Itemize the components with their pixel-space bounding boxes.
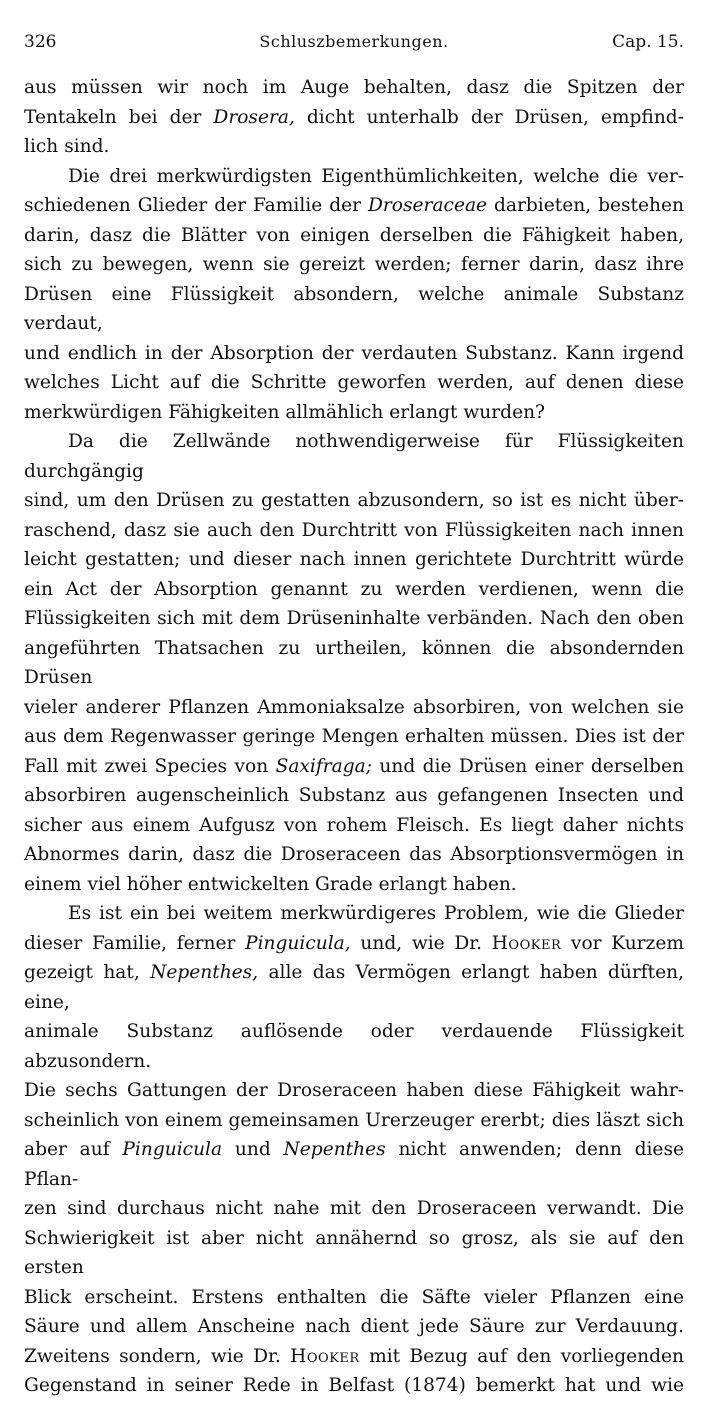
text-line: aus dem Regenwasser geringe Mengen erhalten müssen. Dies ist der — [24, 726, 684, 747]
text-line: ein Act der Absorption genannt zu werden verdienen, wenn die — [24, 578, 684, 600]
text-line: aber auf Pinguicula und Nepenthes nicht anwenden; denn diese Pflan- — [24, 1139, 684, 1190]
text-line: Blick erscheint. Erstens enthalten die Säfte vieler Pflanzen eine — [24, 1286, 684, 1308]
text-line: lich sind. — [24, 136, 110, 157]
page-number: 326 — [24, 32, 57, 52]
text-line: Die drei merkwürdigsten Eigenthümlichkeiten, welche die ver- — [68, 165, 684, 187]
text-line: Fall mit zwei Species von Saxifraga; und die Drüsen einer derselben — [24, 755, 684, 777]
paragraph-1 — [24, 73, 684, 162]
text-line: absorbiren augenscheinlich Substanz aus gefangenen Insecten und — [24, 785, 684, 806]
text-line: einem viel höher entwickelten Grade erlangt haben. — [24, 873, 517, 895]
text-line: sich zu bewegen, wenn sie gereizt werden; ferner darin, dasz ihre — [24, 254, 684, 275]
text-line: Die sechs Gattungen der Droseraceen haben diese Fähigkeit wahr- — [24, 1080, 684, 1101]
text-line: Zweitens sondern, wie Dr. Hooker mit Bezug auf den vorliegenden — [24, 1345, 685, 1367]
text-line: leicht gestatten; und dieser nach innen gerichtete Durchtritt würde — [24, 549, 684, 570]
page-body — [24, 73, 684, 1401]
text-line: animale Substanz auflösende oder verdauende Flüssigkeit abzusondern. — [24, 1021, 684, 1072]
text-line: darin, dasz die Blätter von einigen derselben die Fähigkeit haben, — [24, 224, 684, 246]
text-line: sicher aus einem Aufgusz von rohem Fleisch. Es liegt daher nichts — [24, 814, 684, 836]
text-line: Gegenstand in seiner Rede in Belfast (1874) bemerkt hat und wie — [24, 1375, 684, 1396]
text-line: merkwürdigen Fähigkeiten allmählich erlangt wurden? — [24, 401, 546, 423]
text-line: Tentakeln bei der Drosera, dicht unterhalb der Drüsen, empfind- — [24, 106, 684, 128]
paragraph-2 — [24, 162, 684, 428]
text-line: vieler anderer Pflanzen Ammoniaksalze absorbiren, von welchen sie — [24, 696, 684, 718]
text-line: aus müssen wir noch im Auge behalten, dasz die Spitzen der — [24, 77, 684, 98]
chapter-label: Cap. 15. — [612, 32, 684, 52]
text-line: gezeigt hat, Nepenthes, alle das Vermögen erlangt haben dürften, eine, — [24, 962, 684, 1013]
text-line: Schwierigkeit ist aber nicht annähernd so grosz, als sie auf den ersten — [24, 1227, 684, 1278]
text-line: Es ist ein bei weitem merkwürdigeres Problem, wie die Glieder — [68, 903, 684, 924]
text-line: Abnormes darin, dasz die Droseraceen das Absorptionsvermögen in — [24, 844, 684, 865]
paragraph-4 — [24, 899, 684, 1401]
text-line: raschend, dasz sie auch den Durchtritt von Flüssigkeiten nach innen — [24, 519, 684, 541]
text-line: Säure und allem Anscheine nach dient jede Säure zur Verdauung. — [24, 1316, 684, 1337]
text-line: scheinlich von einem gemeinsamen Urerzeuger ererbt; dies läszt sich — [24, 1109, 684, 1131]
text-line: dieser Familie, ferner Pinguicula, und, wie Dr. Hooker vor Kurzem — [24, 932, 684, 954]
paragraph-3 — [24, 427, 684, 899]
text-line: schiedenen Glieder der Familie der Droseraceae darbieten, bestehen — [24, 195, 684, 216]
running-title: Schluszbemerkungen. — [259, 32, 449, 51]
text-line: und endlich in der Absorption der verdauten Substanz. Kann irgend — [24, 342, 684, 364]
text-line: Da die Zellwände nothwendigerweise für Flüssigkeiten durchgängig — [24, 431, 684, 482]
text-line: Flüssigkeiten sich mit dem Drüseninhalte verbänden. Nach den oben — [24, 608, 684, 629]
page-header — [24, 28, 684, 56]
text-line: welches Licht auf die Schritte geworfen werden, auf denen diese — [24, 372, 684, 393]
text-line: Drüsen eine Flüssigkeit absondern, welche animale Substanz verdaut, — [24, 283, 684, 334]
text-line: sind, um den Drüsen zu gestatten abzusondern, so ist es nicht über- — [24, 490, 684, 511]
text-line: angeführten Thatsachen zu urtheilen, können die absondernden Drüsen — [24, 637, 684, 688]
text-line: zen sind durchaus nicht nahe mit den Droseraceen verwandt. Die — [24, 1198, 684, 1219]
